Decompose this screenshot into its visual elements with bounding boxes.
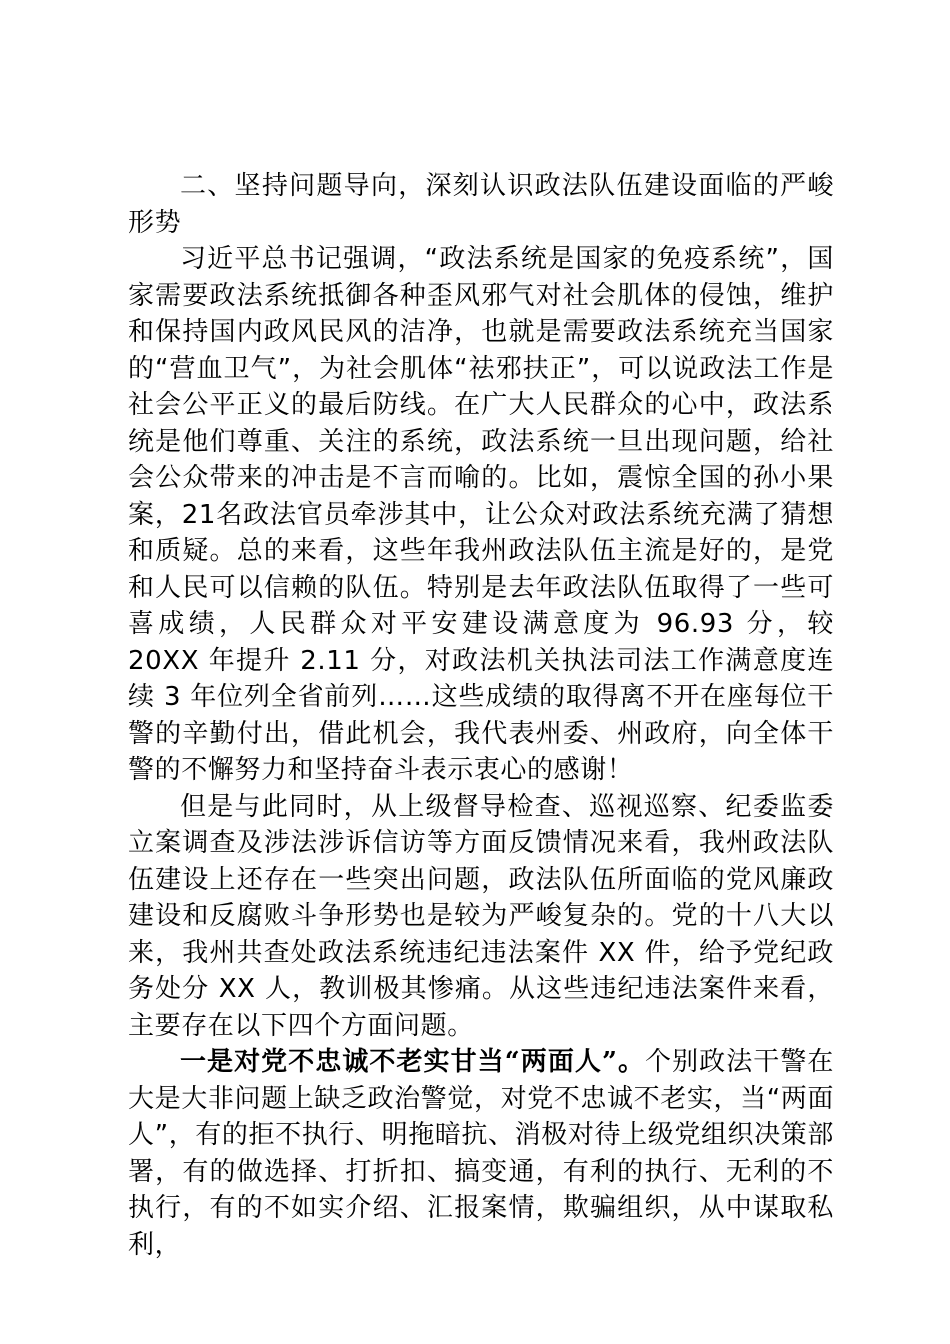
paragraph-2: 但是与此同时，从上级督导检查、巡视巡察、纪委监委立案调查及涉法涉诉信访等方面反馈情况来看，我州政法队伍建设上还存在一些突出问题，政法队伍所面临的党风廉政建设和反腐败斗争形势也是较为严峻复杂的。党的十八大以来，我州共查处政法系统违纪违法案件 XX 件，给予党纪政务处分 XX 人，教训极其惨痛。从这些违纪违法案件来看，主要存在以下四个方面问题。 xyxy=(128,791,834,1041)
section-heading: 二、坚持问题导向，深刻认识政法队伍建设面临的严峻形势 xyxy=(128,171,834,238)
paragraph-3-lead: 一是对党不忠诚不老实甘当“两面人”。 xyxy=(180,1047,646,1077)
document-body xyxy=(128,168,834,1263)
paragraph-1: 习近平总书记强调，“政法系统是国家的免疫系统”，国家需要政法系统抵御各种歪风邪气对社会肌体的侵蚀，维护和保持国内政风民风的洁净，也就是需要政法系统充当国家的“营血卫气”，为社会肌体“祛邪扶正”，可以说政法工作是社会公平正义的最后防线。在广大人民群众的心中，政法系统是他们尊重、关注的系统，政法系统一旦出现问题，给社会公众带来的冲击是不言而喻的。比如，震惊全国的孙小果案，21名政法官员牵涉其中，让公众对政法系统充满了猜想和质疑。总的来看，这些年我州政法队伍主流是好的，是党和人民可以信赖的队伍。特别是去年政法队伍取得了一些可喜成绩，人民群众对平安建设满意度为 96.93 分，较 20XX 年提升 2.11 分，对政法机关执法司法工作满意度连续 3 年位列全省前列……这些成绩的取得离不开在座每位干警的辛勤付出，借此机会，我代表州委、州政府，向全体干警的不懈努力和坚持奋斗表示衷心的感谢！ xyxy=(128,244,834,785)
paragraph-3 xyxy=(128,1044,834,1263)
paragraph-3-body: 个别政法干警在大是大非问题上缺乏政治警觉，对党不忠诚不老实，当“两面人”，有的拒不执行、明拖暗抗、消极对待上级党组织决策部署，有的做选择、打折扣、搞变通，有利的执行、无利的不执行，有的不如实介绍、汇报案情，欺骗组织，从中谋取私利， xyxy=(128,1047,835,1260)
